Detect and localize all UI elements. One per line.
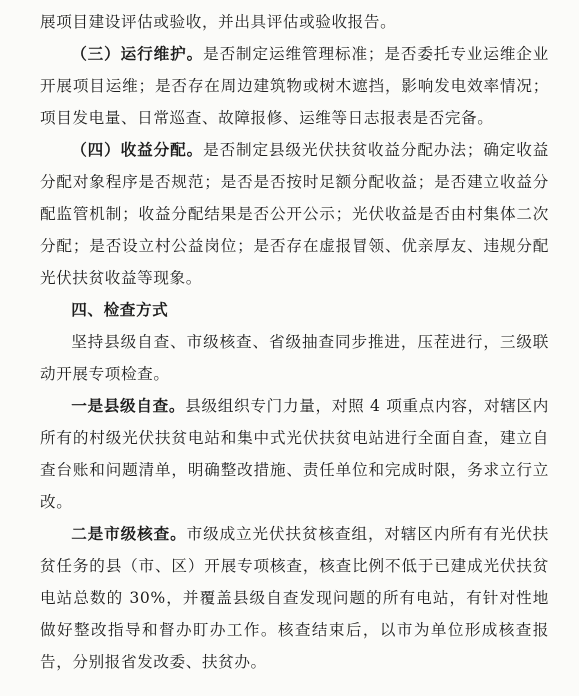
paragraph-text: 展项目建设评估或验收，并出具评估或验收报告。: [40, 13, 397, 31]
paragraph-text: 县级组织专门力量，对照 4 项重点内容，对辖区内所有的村级光伏扶贫电站和集中式光伏扶贫电站进行全面自查，建立自查台账和问题清单，明确整改措施、责任单位和完成时限，务求立行立改。: [40, 397, 549, 511]
paragraph-text: 是否制定运维管理标准；是否委托专业运维企业开展项目运维；是否存在周边建筑物或树木遮挡，影响发电效率情况；项目发电量、日常巡查、故障报修、运维等日志报表是否完备。: [40, 45, 549, 127]
paragraph-project-acceptance: [40, 6, 549, 38]
paragraph-operation-maintenance: [40, 38, 549, 134]
section-lead-revenue: （四）收益分配。: [71, 140, 204, 159]
section-heading-inspection-method: 四、检查方式: [71, 301, 169, 319]
paragraph-city-verification: [40, 518, 549, 678]
section-lead-city: 二是市级核查。: [71, 524, 187, 543]
paragraph-revenue-distribution: [40, 134, 549, 294]
paragraph-text: 是否制定县级光伏扶贫收益分配办法；确定收益分配对象程序是否规范；是否是否按时足额分配收益；是否建立收益分配监管机制；收益分配结果是否公开公示；光伏收益是否由村集体二次分配；是否设立村公益岗位；是否存在虚报冒领、优亲厚友、违规分配光伏扶贫收益等现象。: [40, 141, 549, 287]
paragraph-text: 市级成立光伏扶贫核查组，对辖区内所有有光伏扶贫任务的县（市、区）开展专项核查，核查比例不低于已建成光伏扶贫电站总数的 30%，并覆盖县级自查发现问题的所有电站，有针对性地做好整改指导和督办盯办工作。核查结束后，以市为单位形成核查报告，分别报省发改委、扶贫办。: [40, 525, 549, 671]
paragraph-text: 坚持县级自查、市级核查、省级抽查同步推进，压茬进行，三级联动开展专项检查。: [40, 333, 549, 383]
paragraph-county-self-check: [40, 390, 549, 518]
section-lead-operation: （三）运行维护。: [71, 44, 204, 63]
section-lead-county: 一是县级自查。: [71, 396, 186, 415]
paragraph-inspection-overview: [40, 326, 549, 390]
